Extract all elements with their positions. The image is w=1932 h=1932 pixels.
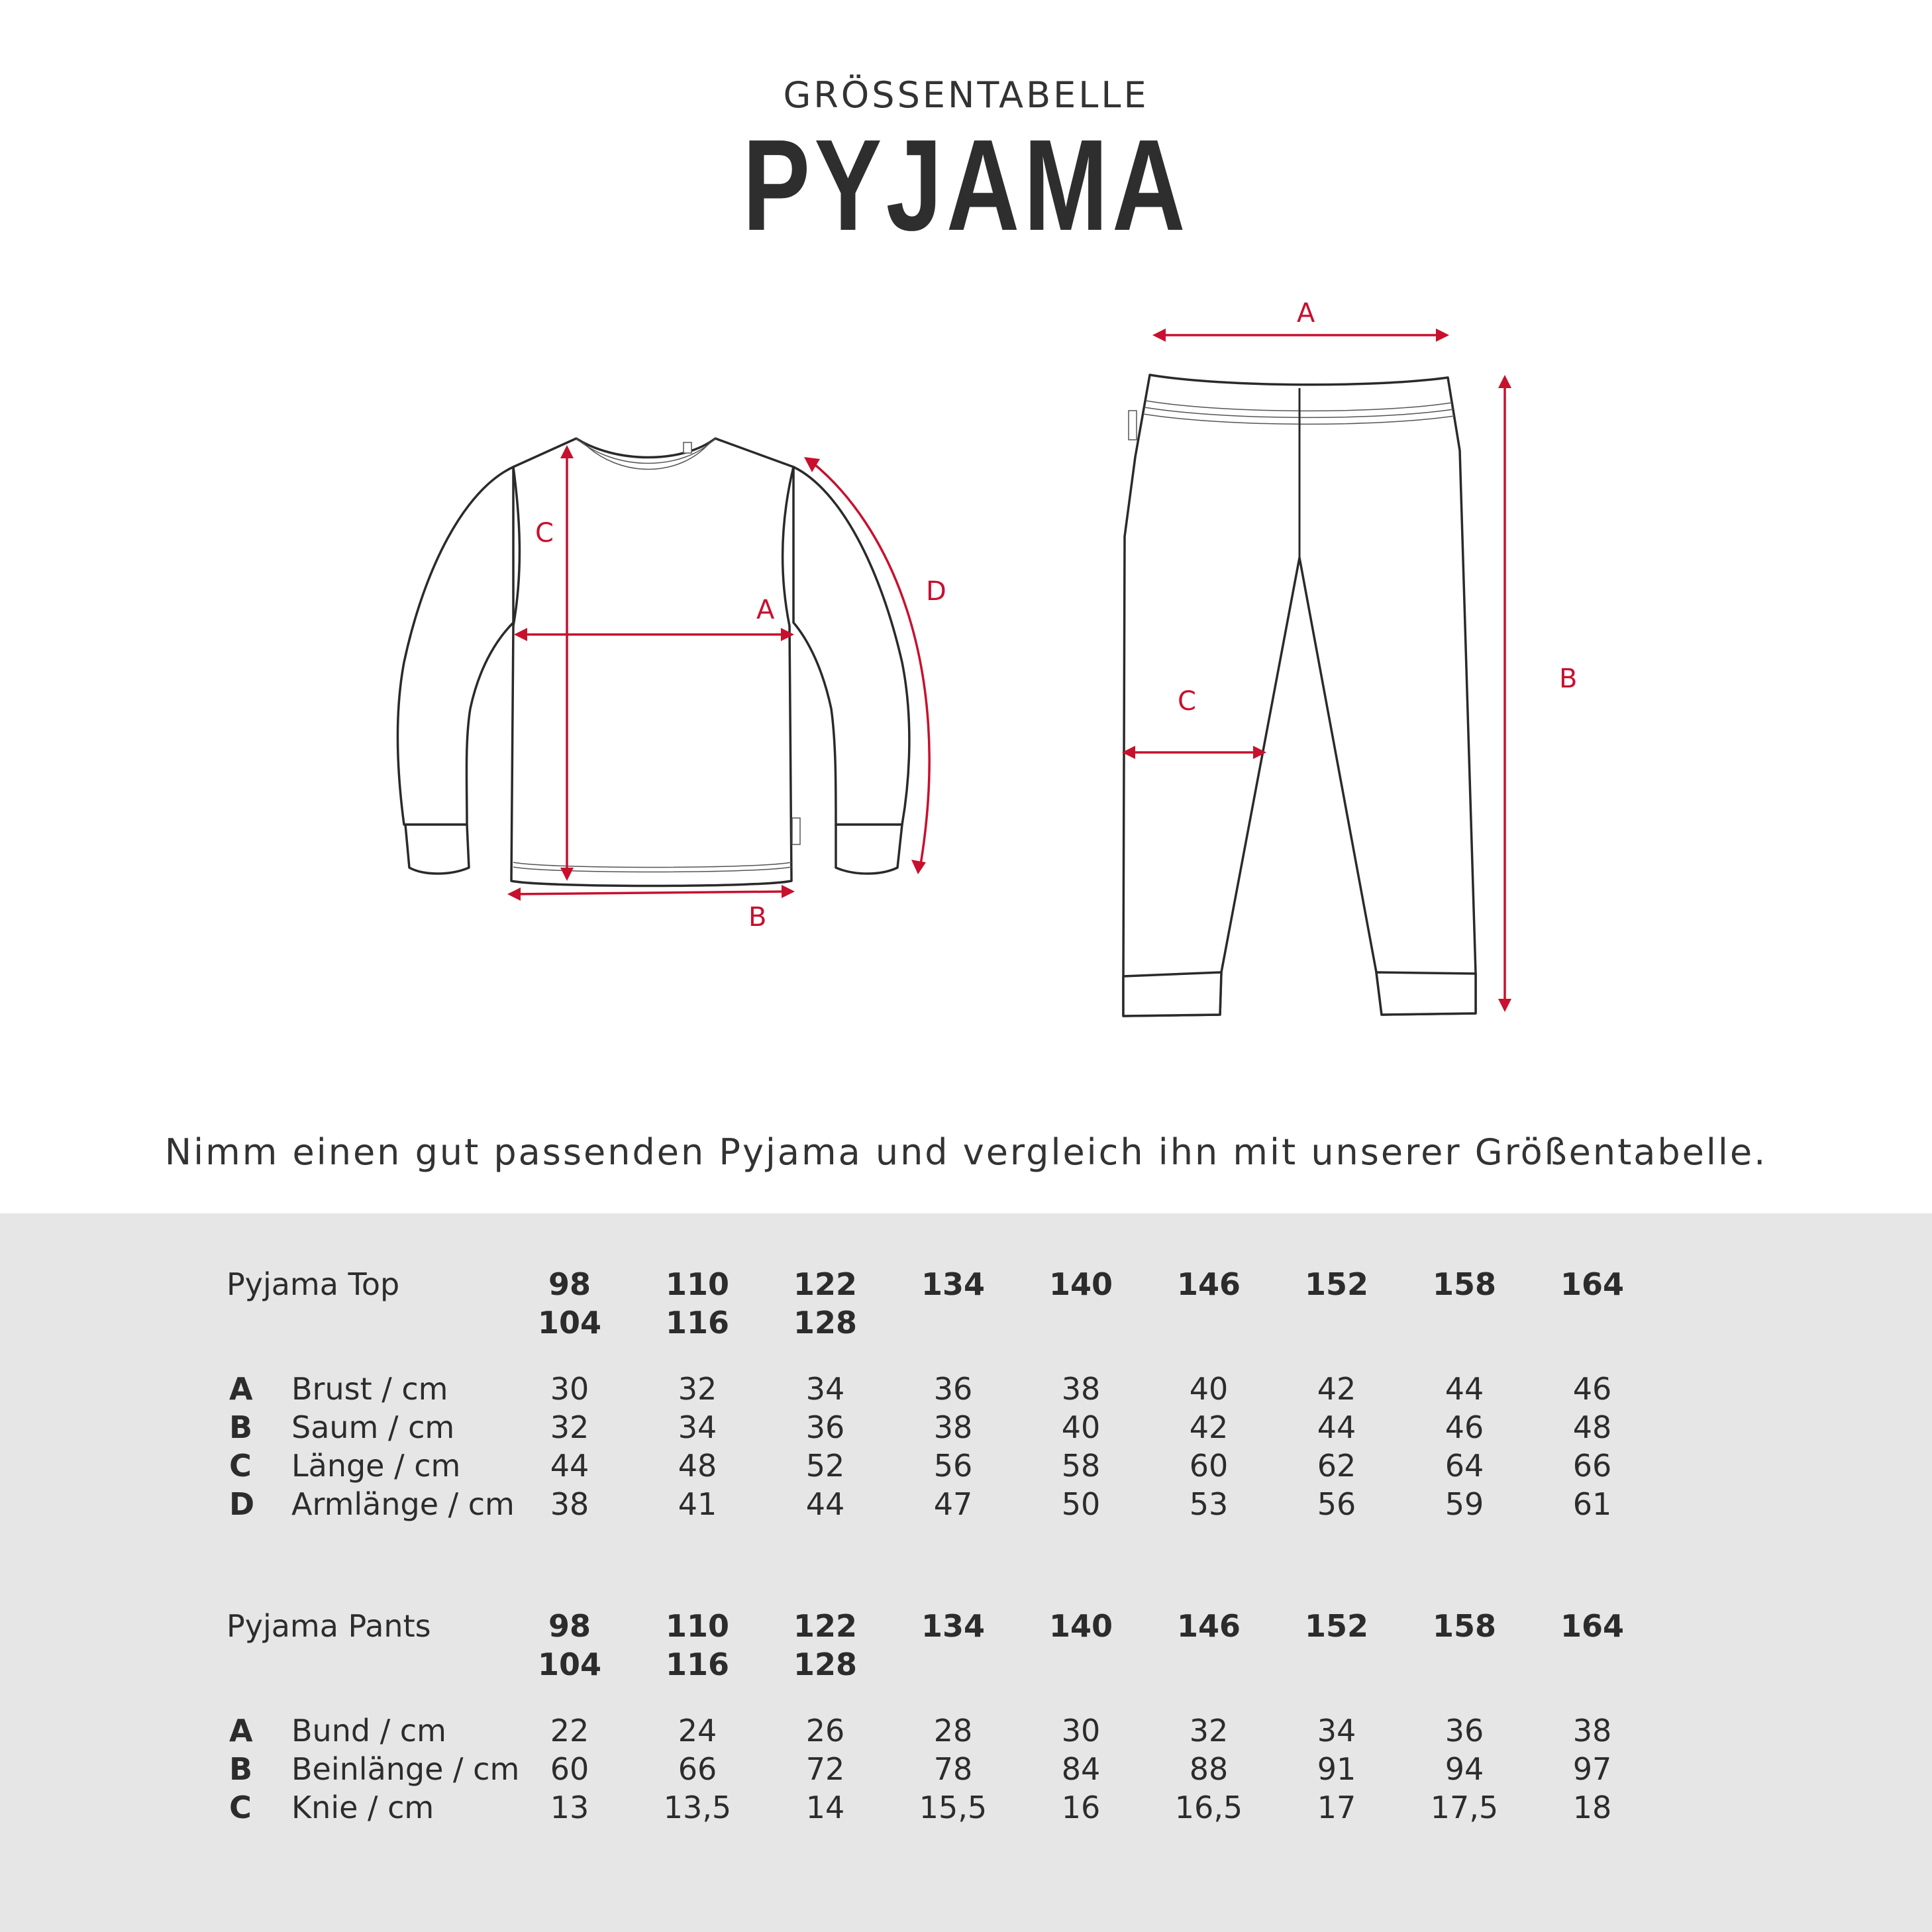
pants-table-cell: 32 [1189, 1713, 1229, 1749]
top-table-title: Pyjama Top [227, 1266, 400, 1302]
top-illustration [398, 438, 909, 886]
pants-row-letter: C [229, 1790, 252, 1825]
top-table-cell: 36 [933, 1371, 973, 1407]
pants-table-cell: 38 [1572, 1713, 1612, 1749]
pants-table-cell: 72 [805, 1751, 845, 1787]
top-table-cell: 64 [1445, 1448, 1484, 1484]
pants-table-cell: 60 [550, 1751, 589, 1787]
pants-table-cell: 26 [805, 1713, 845, 1749]
pants-table-cell: 88 [1189, 1751, 1229, 1787]
pants-table-cell: 15,5 [919, 1790, 988, 1825]
top-table-cell: 40 [1189, 1371, 1229, 1407]
pants-row-name: Knie / cm [291, 1790, 434, 1825]
top-table-cell: 48 [678, 1448, 717, 1484]
size-value: 104 [537, 1305, 602, 1341]
size-value: 104 [537, 1647, 602, 1682]
pants-table-cell: 24 [678, 1713, 717, 1749]
pants-table-cell: 36 [1445, 1713, 1484, 1749]
top-row-name: Saum / cm [291, 1409, 455, 1445]
page-subtitle: GRÖSSENTABELLE [783, 74, 1149, 116]
top-row-name: Länge / cm [291, 1448, 461, 1484]
top-row-letter: C [229, 1448, 252, 1484]
pants-size-header [893, 1607, 1013, 1645]
top-table-cell: 40 [1061, 1409, 1101, 1445]
pants-illustration [1123, 375, 1476, 1016]
size-value: 110 [665, 1608, 730, 1644]
top-row-letter: B [229, 1409, 253, 1445]
pants-table-cell: 14 [805, 1790, 845, 1825]
top-table-cell: 44 [550, 1448, 589, 1484]
pants-size-header [766, 1607, 885, 1684]
top-row-letter: D [229, 1486, 255, 1522]
instruction-text: Nimm einen gut passenden Pyjama und vergleich ihn mit unserer Größentabelle. [164, 1131, 1768, 1173]
top-table-cell: 44 [1445, 1371, 1484, 1407]
size-value: 146 [1176, 1266, 1241, 1302]
top-size-header [638, 1265, 757, 1342]
pants-size-header [1533, 1607, 1652, 1645]
pants-table-cell: 97 [1572, 1751, 1612, 1787]
size-value: 158 [1432, 1266, 1497, 1302]
pants-table-cell: 94 [1445, 1751, 1484, 1787]
top-size-header [766, 1265, 885, 1342]
size-value: 134 [921, 1608, 986, 1644]
top-size-header [510, 1265, 629, 1342]
top-table-cell: 30 [550, 1371, 589, 1407]
top-size-header [1149, 1265, 1268, 1303]
top-row-letter: A [229, 1371, 253, 1407]
pants-table-cell: 28 [933, 1713, 973, 1749]
pants-table-cell: 16,5 [1174, 1790, 1243, 1825]
size-value: 98 [548, 1266, 591, 1302]
size-table-panel [0, 1213, 1932, 1932]
pants-size-header [638, 1607, 757, 1684]
top-table-cell: 42 [1189, 1409, 1229, 1445]
pants-table-cell: 17,5 [1430, 1790, 1499, 1825]
top-table-cell: 58 [1061, 1448, 1101, 1484]
top-label-c: C [535, 518, 554, 548]
pants-label-b: B [1559, 664, 1578, 694]
top-size-header [1405, 1265, 1524, 1303]
top-table-cell: 41 [678, 1486, 717, 1522]
size-value: 128 [793, 1305, 858, 1341]
size-value: 116 [665, 1305, 730, 1341]
top-size-header [1277, 1265, 1396, 1303]
pants-table-cell: 84 [1061, 1751, 1101, 1787]
pants-size-header [1149, 1607, 1268, 1645]
top-table-cell: 32 [550, 1409, 589, 1445]
size-value: 164 [1560, 1608, 1625, 1644]
pants-row-letter: A [229, 1713, 253, 1749]
size-value: 110 [665, 1266, 730, 1302]
top-table-cell: 66 [1572, 1448, 1612, 1484]
pants-table-cell: 91 [1317, 1751, 1356, 1787]
page-title: PYJAMA [742, 113, 1190, 258]
top-size-header [1021, 1265, 1141, 1303]
top-table-cell: 56 [1317, 1486, 1356, 1522]
top-table-cell: 56 [933, 1448, 973, 1484]
pants-size-header [1277, 1607, 1396, 1645]
top-table-cell: 46 [1445, 1409, 1484, 1445]
top-table-cell: 59 [1445, 1486, 1484, 1522]
pants-label-c: C [1178, 686, 1196, 717]
pants-row-name: Beinlänge / cm [291, 1751, 520, 1787]
pants-table-cell: 22 [550, 1713, 589, 1749]
size-value: 146 [1176, 1608, 1241, 1644]
pants-row-letter: B [229, 1751, 253, 1787]
top-table-cell: 44 [1317, 1409, 1356, 1445]
top-table-cell: 52 [805, 1448, 845, 1484]
top-table-cell: 38 [933, 1409, 973, 1445]
top-table-cell: 32 [678, 1371, 717, 1407]
top-table-cell: 62 [1317, 1448, 1356, 1484]
pants-table-cell: 66 [678, 1751, 717, 1787]
top-table-cell: 38 [550, 1486, 589, 1522]
pants-label-a: A [1297, 298, 1315, 329]
size-value: 122 [793, 1266, 858, 1302]
pants-table-cell: 18 [1572, 1790, 1612, 1825]
pants-size-header [1021, 1607, 1141, 1645]
size-value: 122 [793, 1608, 858, 1644]
top-table-cell: 36 [805, 1409, 845, 1445]
size-value: 134 [921, 1266, 986, 1302]
size-value: 140 [1048, 1608, 1113, 1644]
top-table-cell: 42 [1317, 1371, 1356, 1407]
pants-table-cell: 78 [933, 1751, 973, 1787]
size-value: 116 [665, 1647, 730, 1682]
pants-table-cell: 13,5 [663, 1790, 732, 1825]
top-table-cell: 53 [1189, 1486, 1229, 1522]
top-table-cell: 61 [1572, 1486, 1612, 1522]
size-value: 140 [1048, 1266, 1113, 1302]
top-table-cell: 38 [1061, 1371, 1101, 1407]
top-label-a: A [756, 595, 775, 625]
pants-table-title: Pyjama Pants [227, 1608, 431, 1644]
pants-table-cell: 16 [1061, 1790, 1101, 1825]
size-value: 158 [1432, 1608, 1497, 1644]
pants-table-cell: 13 [550, 1790, 589, 1825]
top-table-cell: 50 [1061, 1486, 1101, 1522]
top-row-name: Armlänge / cm [291, 1486, 515, 1522]
top-table-cell: 60 [1189, 1448, 1229, 1484]
top-table-cell: 46 [1572, 1371, 1612, 1407]
pants-size-header [1405, 1607, 1524, 1645]
top-row-name: Brust / cm [291, 1371, 448, 1407]
top-table-cell: 44 [805, 1486, 845, 1522]
top-table-cell: 48 [1572, 1409, 1612, 1445]
top-label-d: D [926, 576, 946, 607]
pants-table-cell: 34 [1317, 1713, 1356, 1749]
size-value: 128 [793, 1647, 858, 1682]
top-table-cell: 34 [678, 1409, 717, 1445]
top-size-header [1533, 1265, 1652, 1303]
pants-row-name: Bund / cm [291, 1713, 446, 1749]
top-table-cell: 34 [805, 1371, 845, 1407]
top-label-b: B [748, 902, 767, 933]
size-value: 152 [1304, 1266, 1369, 1302]
pants-table-cell: 30 [1061, 1713, 1101, 1749]
pants-size-header [510, 1607, 629, 1684]
top-size-header [893, 1265, 1013, 1303]
size-value: 98 [548, 1608, 591, 1644]
size-value: 152 [1304, 1608, 1369, 1644]
pants-table-cell: 17 [1317, 1790, 1356, 1825]
top-table-cell: 47 [933, 1486, 973, 1522]
size-value: 164 [1560, 1266, 1625, 1302]
